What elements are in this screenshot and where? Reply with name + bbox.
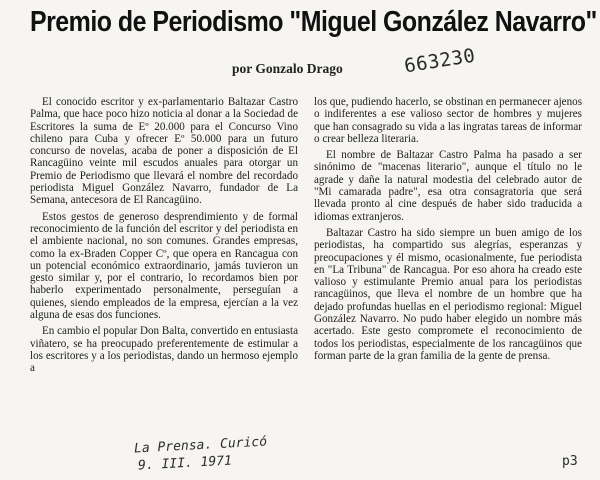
handwritten-catalog-number: 663230 (402, 44, 477, 78)
paragraph: Baltazar Castro ha sido siempre un buen amigo de los periodistas, ha compartido sus alegrías, esperanzas y preocupaciones y él mismo, ocasionalmente, fue periodista en "La Tribuna" de Rancagua. Por eso ahora ha creado este valioso y estimulante Premio anual para los periodistas rancagüinos, que lleva el nombre de un hombre que ha dejado profundas huellas en el periodismo regional: Miguel González Navarro. No pudo haber elegido un nombre más acertado. Este gesto compromete el reconocimiento de todos los periodistas, especialmente de los rancagüinos que forman parte de la gran familia de la gente de prensa. (314, 226, 582, 362)
paragraph: El nombre de Baltazar Castro Palma ha pasado a ser sinónimo de "macenas literario", aunque el título no le agrade y dañe la natural modestia del celebrado autor de "Mi camarada padre", esa otra consagratoria que será llevada pronto al cine después de haber sido traducida a idiomas extranjeros. (314, 149, 582, 223)
paragraph: En cambio el popular Don Balta, convertido en entusiasta viñatero, se ha preocupado preferentemente de estimular a los escritores y a los periodistas, dando un hermoso ejemplo a (30, 325, 299, 375)
handwritten-date-note: 9. III. 1971 (137, 453, 233, 474)
article-headline: Premio de Periodismo "Miguel González Navarro" (30, 6, 597, 38)
handwritten-page-number: p3 (562, 454, 578, 469)
paragraph: Estos gestos de generoso desprendimiento y de formal reconocimiento de la función del escritor y del periodista en el ambiente nacional, no son comunes. Grandes empresas, como la ex-Braden Copper Cº, que opera en Rancagua con un potencial económico extraordinario, jamás tuvieron un gesto similar y, por el contrario, lo recordamos bien por haberlo experimentado personalmente, perseguían a quienes, siendo empleados de la empresa, ejercían a la vez alguna de esas dos funciones. (30, 210, 298, 322)
article-byline: por Gonzalo Drago (232, 61, 343, 76)
paragraph: los que, pudiendo hacerlo, se obstinan en permanecer ajenos o indiferentes a ese valioso sector de hombres y mujeres que han consagrado su vida a las ingratas tareas de informar o crear belleza literaria. (314, 96, 583, 145)
handwritten-source-note: La Prensa. Curicó (133, 434, 268, 457)
paragraph: El conocido escritor y ex-parlamentario Baltazar Castro Palma, que hace poco hizo noticia al donar a la Sociedad de Escritores la suma de Eº 20.000 para el Concurso Vino chileno para Cuba y ofrecer Eº 50.000 para un futuro concurso de novelas, acaba de poner a disposición de El Rancagüino veinte mil escudos anuales para otorgar un Premio de Periodismo que llevará el nombre del recordado periodista Miguel González Navarro, fundador de La Semana, antecesora de El Rancagüino. (30, 96, 298, 207)
left-column (30, 96, 298, 379)
right-column (314, 96, 582, 366)
